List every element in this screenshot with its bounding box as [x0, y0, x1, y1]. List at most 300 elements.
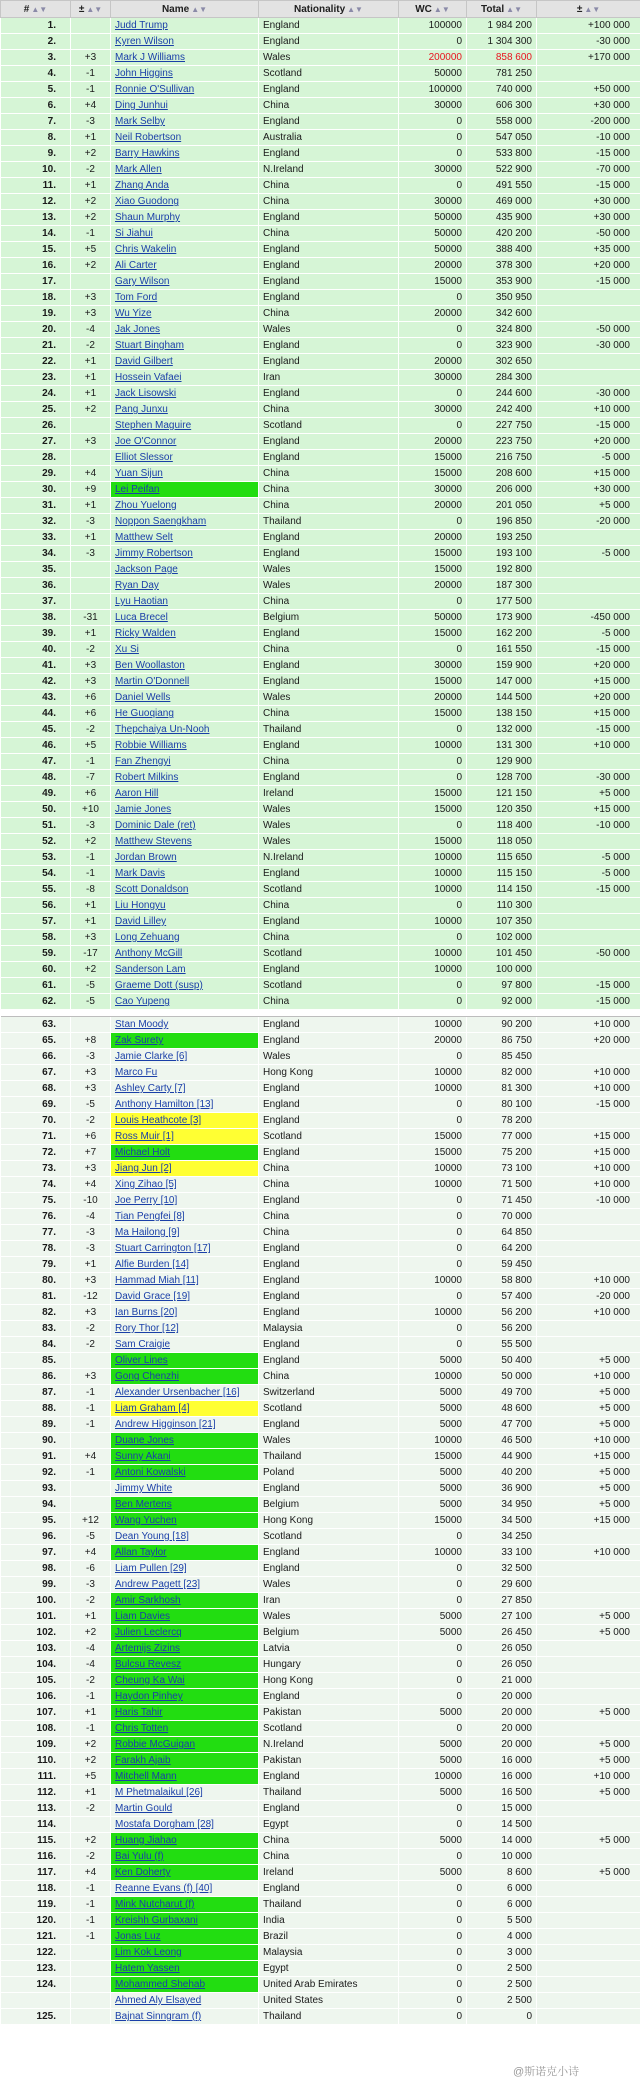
table-row [1, 786, 640, 802]
player-name-link[interactable]: He Guoqiang [111, 706, 259, 722]
change-cell: -1 [71, 866, 111, 882]
player-name-link[interactable]: Xiao Guodong [111, 194, 259, 210]
table-row [1, 962, 640, 978]
total-cell: 27 850 [467, 1593, 537, 1609]
player-name-link[interactable]: Duane Jones [111, 1433, 259, 1449]
player-name-link[interactable]: Noppon Saengkham [111, 514, 259, 530]
player-name-link[interactable]: Matthew Stevens [111, 834, 259, 850]
rank-cell: 5. [1, 82, 71, 98]
change-cell: +1 [71, 914, 111, 930]
total-cell: 118 050 [467, 834, 537, 850]
total-cell: 0 [467, 2009, 537, 2025]
player-name-link[interactable]: Martin Gould [111, 1801, 259, 1817]
player-name-link[interactable]: Ian Burns [20] [111, 1305, 259, 1321]
player-name-link[interactable]: Jimmy Robertson [111, 546, 259, 562]
player-name-link[interactable]: Ken Doherty [111, 1865, 259, 1881]
sort-icon[interactable]: ▲▼ [347, 4, 363, 14]
table-row [1, 162, 640, 178]
wc-cell: 20000 [399, 354, 467, 370]
table-row [1, 1113, 640, 1129]
player-name-link[interactable]: Lim Kok Leong [111, 1945, 259, 1961]
player-name-link[interactable]: Louis Heathcote [3] [111, 1113, 259, 1129]
player-name-link[interactable]: Haris Tahir [111, 1705, 259, 1721]
player-name-link[interactable]: Bajnat Sinngram (f) [111, 2009, 259, 2025]
change-cell [71, 1433, 111, 1449]
player-name-link[interactable]: Kyren Wilson [111, 34, 259, 50]
diff-cell: -5 000 [537, 866, 640, 882]
total-cell: 101 450 [467, 946, 537, 962]
player-name-link[interactable]: Sam Craigie [111, 1337, 259, 1353]
total-cell: 55 500 [467, 1337, 537, 1353]
total-cell: 27 100 [467, 1609, 537, 1625]
total-cell: 132 000 [467, 722, 537, 738]
col-name-header[interactable]: Name ▲▼ [111, 1, 259, 18]
player-name-link[interactable]: Alfie Burden [14] [111, 1257, 259, 1273]
nationality-cell: Egypt [259, 1961, 399, 1977]
total-cell: 4 000 [467, 1929, 537, 1945]
total-cell: 159 900 [467, 658, 537, 674]
nationality-cell: N.Ireland [259, 1737, 399, 1753]
rank-cell: 105. [1, 1673, 71, 1689]
col-diff-header[interactable]: ± ▲▼ [537, 1, 640, 18]
wc-cell: 0 [399, 114, 467, 130]
player-name-link[interactable]: Mink Nutcharut (f) [111, 1897, 259, 1913]
diff-cell: +5 000 [537, 1785, 640, 1801]
player-name-link[interactable]: Artemijs Zizins [111, 1641, 259, 1657]
rank-cell: 121. [1, 1929, 71, 1945]
total-cell: 350 950 [467, 290, 537, 306]
nationality-cell: Wales [259, 1609, 399, 1625]
table-row [1, 1513, 640, 1529]
table-row [1, 994, 640, 1010]
player-name-link[interactable]: Allan Taylor [111, 1545, 259, 1561]
nationality-cell: China [259, 594, 399, 610]
nationality-cell: China [259, 226, 399, 242]
nationality-cell: Poland [259, 1465, 399, 1481]
diff-cell [537, 1945, 640, 1961]
wc-cell: 50000 [399, 610, 467, 626]
table-row [1, 850, 640, 866]
player-name-link[interactable]: Liu Hongyu [111, 898, 259, 914]
wc-cell: 0 [399, 290, 467, 306]
player-name-link[interactable]: Liam Pullen [29] [111, 1561, 259, 1577]
table-row [1, 1225, 640, 1241]
player-name-link[interactable]: Ryan Day [111, 578, 259, 594]
diff-cell: +30 000 [537, 210, 640, 226]
table-row [1, 514, 640, 530]
player-name-link[interactable]: Daniel Wells [111, 690, 259, 706]
player-name-link[interactable]: Liam Graham [4] [111, 1401, 259, 1417]
total-cell: 70 000 [467, 1209, 537, 1225]
diff-cell: -15 000 [537, 274, 640, 290]
player-name-link[interactable]: Ronnie O'Sullivan [111, 82, 259, 98]
player-name-link[interactable]: Antoni Kowalski [111, 1465, 259, 1481]
player-name-link[interactable]: Sunny Akani [111, 1449, 259, 1465]
player-name-link[interactable]: Jak Jones [111, 322, 259, 338]
player-name-link[interactable]: Long Zehuang [111, 930, 259, 946]
player-name-link[interactable]: Lei Peifan [111, 482, 259, 498]
total-cell: 71 500 [467, 1177, 537, 1193]
table-row [1, 50, 640, 66]
player-name-link[interactable]: Jamie Jones [111, 802, 259, 818]
diff-cell: +170 000 [537, 50, 640, 66]
player-name-link[interactable]: Oliver Lines [111, 1353, 259, 1369]
wc-cell: 0 [399, 1849, 467, 1865]
player-name-link[interactable]: Marco Fu [111, 1065, 259, 1081]
player-name-link[interactable]: Jiang Jun [2] [111, 1161, 259, 1177]
table-row [1, 1545, 640, 1561]
change-cell: +1 [71, 386, 111, 402]
sort-icon[interactable]: ▲▼ [191, 4, 208, 14]
player-name-link[interactable]: Anthony McGill [111, 946, 259, 962]
player-name-link[interactable]: Alexander Ursenbacher [16] [111, 1385, 259, 1401]
player-name-link[interactable]: Chris Totten [111, 1721, 259, 1737]
wc-cell: 10000 [399, 1273, 467, 1289]
nationality-cell: China [259, 482, 399, 498]
rank-cell: 107. [1, 1705, 71, 1721]
player-name-link[interactable]: Tom Ford [111, 290, 259, 306]
wc-cell: 15000 [399, 562, 467, 578]
player-name-link[interactable]: Sanderson Lam [111, 962, 259, 978]
player-name-link[interactable]: Ross Muir [1] [111, 1129, 259, 1145]
diff-cell: +5 000 [537, 1401, 640, 1417]
total-cell: 16 000 [467, 1769, 537, 1785]
player-name-link[interactable]: Andrew Pagett [23] [111, 1577, 259, 1593]
rank-cell: 106. [1, 1689, 71, 1705]
col-rank-header[interactable]: # ▲▼ [1, 1, 71, 18]
player-name-link[interactable]: Ricky Walden [111, 626, 259, 642]
player-name-link[interactable]: Gong Chenzhi [111, 1369, 259, 1385]
total-cell: 469 000 [467, 194, 537, 210]
wc-cell: 5000 [399, 1833, 467, 1849]
wc-cell: 0 [399, 1657, 467, 1673]
rank-cell: 95. [1, 1513, 71, 1529]
diff-cell [537, 1961, 640, 1977]
nationality-cell: Ireland [259, 1865, 399, 1881]
change-cell: -7 [71, 770, 111, 786]
player-name-link[interactable]: Jordan Brown [111, 850, 259, 866]
diff-cell: +5 000 [537, 1353, 640, 1369]
player-name-link[interactable]: Mohammed Shehab [111, 1977, 259, 1993]
table-row [1, 1417, 640, 1433]
player-name-link[interactable]: Jamie Clarke [6] [111, 1049, 259, 1065]
diff-cell [537, 1641, 640, 1657]
player-name-link[interactable]: Chris Wakelin [111, 242, 259, 258]
player-name-link[interactable]: M Phetmalaikul [26] [111, 1785, 259, 1801]
player-name-link[interactable]: Mostafa Dorgham [28] [111, 1817, 259, 1833]
change-cell: -12 [71, 1289, 111, 1305]
rank-cell: 85. [1, 1353, 71, 1369]
col-change-header[interactable]: ± ▲▼ [71, 1, 111, 18]
col-total-header[interactable]: Total ▲▼ [467, 1, 537, 18]
change-cell: +5 [71, 1769, 111, 1785]
player-name-link[interactable]: Tian Pengfei [8] [111, 1209, 259, 1225]
diff-cell [537, 1993, 640, 2009]
nationality-cell: China [259, 1177, 399, 1193]
change-cell: -1 [71, 82, 111, 98]
wc-cell: 10000 [399, 850, 467, 866]
nationality-cell: China [259, 1369, 399, 1385]
player-name-link[interactable]: Stephen Maguire [111, 418, 259, 434]
total-cell: 107 350 [467, 914, 537, 930]
col-nationality-header[interactable]: Nationality ▲▼ [259, 1, 399, 18]
wc-cell: 0 [399, 1289, 467, 1305]
total-cell: 244 600 [467, 386, 537, 402]
player-name-link[interactable]: Rory Thor [12] [111, 1321, 259, 1337]
player-name-link[interactable]: Kreishh Gurbaxani [111, 1913, 259, 1929]
player-name-link[interactable]: Yuan Sijun [111, 466, 259, 482]
diff-cell: -20 000 [537, 514, 640, 530]
player-name-link[interactable]: John Higgins [111, 66, 259, 82]
player-name-link[interactable]: Jimmy White [111, 1481, 259, 1497]
player-name-link[interactable]: Amir Sarkhosh [111, 1593, 259, 1609]
player-name-link[interactable]: Luca Brecel [111, 610, 259, 626]
change-cell [71, 2009, 111, 2025]
player-name-link[interactable]: Stuart Carrington [17] [111, 1241, 259, 1257]
player-name-link[interactable]: Ben Woollaston [111, 658, 259, 674]
player-name-link[interactable]: Ma Hailong [9] [111, 1225, 259, 1241]
nationality-cell: England [259, 1881, 399, 1897]
player-name-link[interactable]: Hatem Yassen [111, 1961, 259, 1977]
rank-cell: 56. [1, 898, 71, 914]
rank-cell: 73. [1, 1161, 71, 1177]
player-name-link[interactable]: Barry Hawkins [111, 146, 259, 162]
player-name-link[interactable]: Mitchell Mann [111, 1769, 259, 1785]
player-name-link[interactable]: Mark J Williams [111, 50, 259, 66]
player-name-link[interactable]: Aaron Hill [111, 786, 259, 802]
change-cell: +3 [71, 1081, 111, 1097]
total-cell: 14 500 [467, 1817, 537, 1833]
player-name-link[interactable]: Cheung Ka Wai [111, 1673, 259, 1689]
player-name-link[interactable]: Robert Milkins [111, 770, 259, 786]
table-row [1, 370, 640, 386]
total-cell: 302 650 [467, 354, 537, 370]
player-name-link[interactable]: Mark Selby [111, 114, 259, 130]
player-name-link[interactable]: Xu Si [111, 642, 259, 658]
change-cell: -1 [71, 226, 111, 242]
sort-icon[interactable]: ▲▼ [433, 4, 450, 14]
sort-icon[interactable]: ▲▼ [31, 4, 48, 14]
change-cell [71, 1017, 111, 1033]
player-name-link[interactable]: Wu Yize [111, 306, 259, 322]
diff-cell [537, 1321, 640, 1337]
player-name-link[interactable]: Scott Donaldson [111, 882, 259, 898]
player-name-link[interactable]: Michael Holt [111, 1145, 259, 1161]
player-name-link[interactable]: Mark Davis [111, 866, 259, 882]
wc-cell: 10000 [399, 1161, 467, 1177]
player-name-link[interactable]: Graeme Dott (susp) [111, 978, 259, 994]
table-row [1, 610, 640, 626]
total-cell: 34 500 [467, 1513, 537, 1529]
player-name-link[interactable]: Lyu Haotian [111, 594, 259, 610]
sort-icon[interactable]: ▲▼ [86, 4, 103, 14]
player-name-link[interactable]: Gary Wilson [111, 274, 259, 290]
nationality-cell: Malaysia [259, 1945, 399, 1961]
player-name-link[interactable]: Mark Allen [111, 162, 259, 178]
nationality-cell: Wales [259, 834, 399, 850]
wc-cell: 15000 [399, 546, 467, 562]
player-name-link[interactable]: Zak Surety [111, 1033, 259, 1049]
diff-cell: +5 000 [537, 1705, 640, 1721]
player-name-link[interactable]: Haydon Pinhey [111, 1689, 259, 1705]
wc-cell: 10000 [399, 738, 467, 754]
player-name-link[interactable]: Dominic Dale (ret) [111, 818, 259, 834]
wc-cell: 0 [399, 722, 467, 738]
nationality-cell: Scotland [259, 1129, 399, 1145]
wc-cell: 0 [399, 1881, 467, 1897]
total-cell: 46 500 [467, 1433, 537, 1449]
player-name-link[interactable]: David Gilbert [111, 354, 259, 370]
player-name-link[interactable]: Fan Zhengyi [111, 754, 259, 770]
table-row [1, 1753, 640, 1769]
watermark: @斯诺克小诗 [513, 2066, 580, 2078]
player-name-link[interactable]: Judd Trump [111, 18, 259, 34]
change-cell: +2 [71, 1833, 111, 1849]
player-name-link[interactable]: Stuart Bingham [111, 338, 259, 354]
player-name-link[interactable]: Ashley Carty [7] [111, 1081, 259, 1097]
total-cell: 3 000 [467, 1945, 537, 1961]
player-name-link[interactable]: Zhang Anda [111, 178, 259, 194]
change-cell: +1 [71, 530, 111, 546]
wc-cell: 10000 [399, 1065, 467, 1081]
total-cell: 47 700 [467, 1417, 537, 1433]
table-row [1, 1849, 640, 1865]
diff-cell [537, 594, 640, 610]
wc-cell: 0 [399, 1337, 467, 1353]
change-cell [71, 34, 111, 50]
rank-cell: 2. [1, 34, 71, 50]
player-name-link[interactable]: Joe Perry [10] [111, 1193, 259, 1209]
player-name-link[interactable]: Elliot Slessor [111, 450, 259, 466]
change-cell: -4 [71, 1641, 111, 1657]
player-name-link[interactable]: Robbie Williams [111, 738, 259, 754]
rank-cell: 12. [1, 194, 71, 210]
player-name-link[interactable]: Dean Young [18] [111, 1529, 259, 1545]
player-name-link[interactable]: Ali Carter [111, 258, 259, 274]
player-name-link[interactable]: David Lilley [111, 914, 259, 930]
rank-cell: 119. [1, 1897, 71, 1913]
player-name-link[interactable]: Jonas Luz [111, 1929, 259, 1945]
rank-cell: 72. [1, 1145, 71, 1161]
player-name-link[interactable]: Pang Junxu [111, 402, 259, 418]
diff-cell: +30 000 [537, 98, 640, 114]
change-cell: +2 [71, 258, 111, 274]
player-name-link[interactable]: Julien Leclercq [111, 1625, 259, 1641]
rank-cell: 7. [1, 114, 71, 130]
total-cell: 85 450 [467, 1049, 537, 1065]
rank-cell: 65. [1, 1033, 71, 1049]
player-name-link[interactable]: Martin O'Donnell [111, 674, 259, 690]
player-name-link[interactable]: Stan Moody [111, 1017, 259, 1033]
nationality-cell: England [259, 354, 399, 370]
player-name-link[interactable]: Robbie McGuigan [111, 1737, 259, 1753]
wc-cell: 10000 [399, 882, 467, 898]
wc-cell: 0 [399, 1913, 467, 1929]
total-cell: 1 304 300 [467, 34, 537, 50]
change-cell: +1 [71, 370, 111, 386]
sort-icon[interactable]: ▲▼ [506, 4, 522, 14]
wc-cell: 10000 [399, 962, 467, 978]
nationality-cell: China [259, 1849, 399, 1865]
wc-cell: 0 [399, 594, 467, 610]
nationality-cell: China [259, 754, 399, 770]
player-name-link[interactable]: Farakh Ajaib [111, 1753, 259, 1769]
player-name-link[interactable]: Joe O'Connor [111, 434, 259, 450]
player-name-link[interactable]: Ben Mertens [111, 1497, 259, 1513]
player-name-link[interactable]: Liam Davies [111, 1609, 259, 1625]
player-name-link[interactable]: Anthony Hamilton [13] [111, 1097, 259, 1113]
change-cell: +1 [71, 1705, 111, 1721]
wc-cell: 0 [399, 1673, 467, 1689]
player-name-link[interactable]: Bulcsu Revesz [111, 1657, 259, 1673]
rank-cell: 108. [1, 1721, 71, 1737]
wc-cell: 100000 [399, 82, 467, 98]
wc-cell: 5000 [399, 1481, 467, 1497]
player-name-link[interactable]: Jackson Page [111, 562, 259, 578]
diff-cell: -30 000 [537, 386, 640, 402]
player-name-link[interactable]: David Grace [19] [111, 1289, 259, 1305]
player-name-link[interactable]: Neil Robertson [111, 130, 259, 146]
rank-cell: 6. [1, 98, 71, 114]
table-row [1, 1577, 640, 1593]
player-name-link[interactable]: Thepchaiya Un-Nooh [111, 722, 259, 738]
nationality-cell: Wales [259, 802, 399, 818]
player-name-link[interactable]: Shaun Murphy [111, 210, 259, 226]
diff-cell: -30 000 [537, 34, 640, 50]
sort-icon[interactable]: ▲▼ [584, 4, 601, 14]
player-name-link[interactable]: Hossein Vafaei [111, 370, 259, 386]
change-cell: -3 [71, 1241, 111, 1257]
player-name-link[interactable]: Bai Yulu (f) [111, 1849, 259, 1865]
table-row [1, 1657, 640, 1673]
player-name-link[interactable]: Hammad Miah [11] [111, 1273, 259, 1289]
table-row [1, 1081, 640, 1097]
player-name-link[interactable]: Huang Jiahao [111, 1833, 259, 1849]
col-wc-header[interactable]: WC ▲▼ [399, 1, 467, 18]
player-name-link[interactable]: Si Jiahui [111, 226, 259, 242]
player-name-link[interactable]: Zhou Yuelong [111, 498, 259, 514]
rank-cell: 62. [1, 994, 71, 1010]
player-name-link[interactable]: Xing Zihao [5] [111, 1177, 259, 1193]
change-cell: -2 [71, 642, 111, 658]
change-cell: +3 [71, 658, 111, 674]
table-row [1, 1913, 640, 1929]
player-name-link[interactable]: Andrew Higginson [21] [111, 1417, 259, 1433]
table-row [1, 914, 640, 930]
total-cell: 193 250 [467, 530, 537, 546]
player-name-link[interactable]: Reanne Evans (f) [40] [111, 1881, 259, 1897]
rank-cell: 120. [1, 1913, 71, 1929]
total-cell: 82 000 [467, 1065, 537, 1081]
rank-cell: 47. [1, 754, 71, 770]
table-row [1, 530, 640, 546]
player-name-link[interactable]: Cao Yupeng [111, 994, 259, 1010]
rank-cell: 19. [1, 306, 71, 322]
player-name-link[interactable]: Jack Lisowski [111, 386, 259, 402]
nationality-cell: Iran [259, 1593, 399, 1609]
diff-cell: +15 000 [537, 1513, 640, 1529]
wc-cell: 0 [399, 1193, 467, 1209]
player-name-link[interactable]: Matthew Selt [111, 530, 259, 546]
player-name-link[interactable]: Wang Yuchen [111, 1513, 259, 1529]
rank-cell: 13. [1, 210, 71, 226]
player-name-link[interactable]: Ahmed Aly Elsayed [111, 1993, 259, 2009]
rank-cell: 83. [1, 1321, 71, 1337]
wc-cell: 10000 [399, 1545, 467, 1561]
player-name-link[interactable]: Ding Junhui [111, 98, 259, 114]
table-row [1, 258, 640, 274]
change-cell: +3 [71, 290, 111, 306]
